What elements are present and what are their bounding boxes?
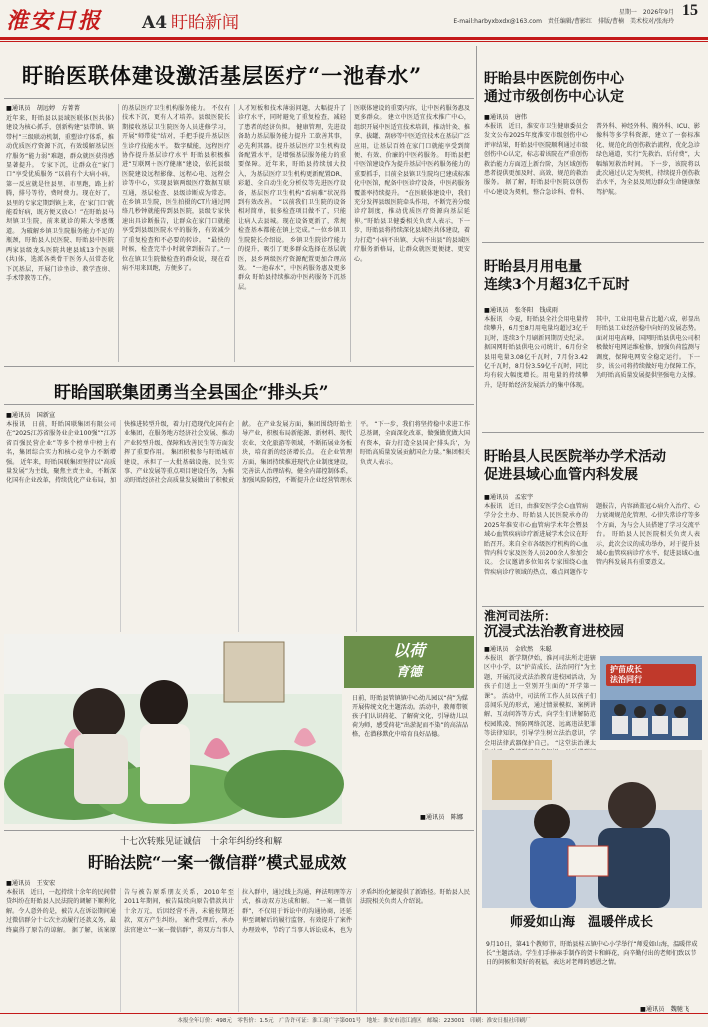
divider <box>482 242 704 243</box>
teacher-photo-art <box>482 750 702 908</box>
banner-text-line2: 法治同行 <box>610 675 642 684</box>
lotus-credit: ■通讯员 陈娜 <box>420 814 463 821</box>
column-rule <box>350 104 351 362</box>
side1-headline <box>484 70 624 106</box>
side4-headline-line1: 淮河司法所： <box>484 609 557 623</box>
side3-byline: ■通讯员 孟宏宇 <box>484 494 534 501</box>
side1-byline: ■通讯员 唐伟 <box>484 114 527 121</box>
bottom-story-kicker: 十七次转账见证诚信 十余年纠纷终和解 <box>120 837 283 847</box>
side2-body: 本报讯 今夏，盱眙县全社会用电量持续攀升，6月至8月用电量均超过3亿千瓦时，连续3个月刷新同期历史纪录。 据国网盱眙县供电公司统计，6月份全县用电量3.08亿千瓦时，7月份3.42亿千瓦时，8月份3.59亿千瓦时，同比均有较大幅度增长。用电量的持续攀升，是盱眙经济发展活力的集中体现。 其中，工业用电量占比超六成，彰显出盱眙县工业经济稳中向好的发展态势。 面对用电高峰，国网盱眙县供电公司积极做好电网运维检修，加强负荷监测与调度，保障电网安全稳定运行。 下一步，该公司将持续做好电力保障工作，为盱眙高质量发展提供坚强电力支撑。 <box>484 316 700 389</box>
section-label <box>142 8 239 33</box>
divider <box>482 432 704 433</box>
badge-line1: 以荷 <box>392 641 425 660</box>
badge-line2: 育德 <box>395 665 422 680</box>
side2-headline-line2: 连续3个月超3亿千瓦时 <box>484 277 630 293</box>
banner-text-line1: 护苗成长 <box>610 665 642 674</box>
side2-headline-line1: 盱眙县月用电量 <box>484 259 582 275</box>
teacher-photo <box>482 750 702 908</box>
teacher-credit: ■通讯员 魏驰飞 <box>640 1006 690 1013</box>
side4-body: 本报讯 新学期伊始，淮河司法所走进辖区中小学，以“护苗成长、法治同行”为主题，开展沉浸式法治教育进校园活动，为孩子们送上一堂别开生面的“开学第一课”。 活动中，司法所工作人员以孩子们喜闻乐见的形式，通过情景模拟、案例讲解、互动问答等方式，向学生们讲解防范校园欺凌、预防网络沉迷、远离违法犯罪等法律知识，引导学生树立法治意识，学会用法律武器保护自己。 “这堂法治课太 <box>484 655 596 747</box>
top-story-col-4: 医联体建设的重要内容，让中医药服务惠及更多群众。 建立中医适宜技术推广中心，组织开展中医适宜技术培训，推动针灸、推拿、拔罐、刮痧等中医适宜技术在基层广泛应用，让基层百姓在家门口就能享受到简便、有效、价廉的中医药服务。 盱眙县把中医馆建设作为提升基层中医药服务能力的重要抓手，目前全县镇卫生院均已建成标准化中医馆，配备中医诊疗设备，中医药服务覆盖率持续提升。 “在医联体建设中，我们充分发挥县级医院牵头作用，不断完善分级诊疗制度，推动优质医疗资源向基层延伸。”盱眙县卫健委相关负责人表示，下一步，盱眙县将持续深化县域医共体建设，着力打造“小病不出镇、大病不出县”的县域医疗服务新格局，让群众就医更便捷、更安心。 <box>354 105 471 263</box>
column-rule <box>476 746 477 1014</box>
top-story-col-3: 人才短板和技术薄弱问题，大幅提升了诊疗水平，同时避免了重复检查，减轻了患者的经济负担。 健康管理，先进设备助力基层服务能力提升 工欲善其事，必先利其器。提升基层医疗卫生机构设备配置水平，是增强基层服务能力的重要保障。近年来，盱眙县持续加大投入，为基层医疗卫生机构更新配置DR、彩超、全自动生化分析仪等先进医疗设备，基层医疗卫生机构“看病难”状况得到有效改善。 “以前我们卫生院的设备相对简单，很多检查项目做不了，只能让病人去县城。现在设备更新了，常规检查基本都能在镇上完成。”一位乡镇卫生院院长介绍说。 乡镇卫生院诊疗能力的提升，吸引了更多群众选择在基层就医，县乡两级医疗资源配置更加合理高效。 “一池春水”，中医药服务惠及更多群众 盱眙县持续推动中医药服务下沉基层。 <box>238 105 346 291</box>
banner-text <box>610 665 642 685</box>
top-story-col-1: 近年来，盱眙县以县域医联体(医共体)建设为核心抓手，创新构建“县带镇、镇带村”三级联动机制，重塑诊疗体系，推动优质医疗资源下沉，有效缓解基层医疗服务“能力弱”难题，群众就医获得感显著提升。 专家下沉，让群众在“家门口”享受优质服务 “以前有个大病小病，第一反应就是往县里、市里跑，路上折腾，排号等待，费时费力。现在好了，县里的专家定期到镇上来，在‘家门口’就能看好病，既方便又放心！”在盱眙县马坝镇卫生院，前来就诊的陈大爷感慨道。 为破解乡镇卫生院服务能力不足的瓶颈，盱眙县人民医院、盱眙县中医院两家县级龙头医院共建县域13个医联(共)体，选派各类骨干医务人员常态化下沉基层，开展门诊坐诊、教学查房、手术带教等工作。 <box>6 115 114 282</box>
mid-story-body: 本报讯 日前，盱眙国联集团有限公司在“2025江苏省服务业企业100强”“江苏省百强民营企业”等多个榜单中榜上有名，集团综合实力和核心竞争力不断增强。 近年来，盱眙国联集团坚持以“高质量发展”为主线，聚焦主责主业，不断深化国有企业改革，持续优化产业布局，加快推进转型升级，着力打造现代化国有企业集团，在服务地方经济社会发展、推动产业转型升级、保障和改善民生等方面发挥了重要作用。 集团积极参与盱眙城市建设，承担了一大批基础设施、民生实事、产业发展等重点项目建设任务，为推动盱眙经济社会高质量发展做出了积极贡献。 在产业发展方面，集团围绕盱眙主导产业，积极布局新能源、新材料、现代农业、文化旅游等领域，不断拓展业务板块，培育新的经济增长点。 在企业管理方面，集团持续推进现代企业制度建设，完善法人治理结构，健全内部控制体系，加强风险防控，不断提升企业经营管理水平。 “下一步，我们将坚持稳中求进工作总基调，全面深化改革，做强做优做大国有资本，奋力打造全县国企‘排头兵’，为盱眙高质量发展贡献国企力量。”集团相关负责人表示。 <box>6 421 470 485</box>
lotus-caption: 日前，盱眙县管镇镇中心幼儿园以“荷”为媒开展传统文化主题活动。活动中，教师带领孩子们认识荷花、了解荷文化，引导幼儿以荷为师，感受荷花“出淤泥而不染”的高洁品格，在潜移默化中培育良好品德。 <box>352 695 469 738</box>
lotus-badge <box>344 636 474 688</box>
divider <box>4 366 474 367</box>
column-rule <box>118 104 119 362</box>
side3-headline <box>484 448 666 484</box>
date-line: 星期一 2026年9月 <box>618 9 674 16</box>
mid-story-byline: ■通讯员 国新宣 <box>6 412 56 419</box>
side2-headline <box>484 258 629 294</box>
side4-headline-line2: 沉浸式法治教育进校园 <box>484 624 624 640</box>
bottom-story-body: 本报讯 近日，一起持续十余年的民间借贷纠纷在盱眙县人民法院的调解下顺利化解。令人意外的是，被告人在诉讼期间通过微信群分十七次主动履行还款义务，最终赢得了原告的谅解。 据了解，该案原告与被告原系朋友关系，2010年至2011年期间，被告陆续向原告借款共计十余万元，后因经营不善，未能按期还款，双方产生纠纷。 案件受理后，承办法官建立“一案一微信群”，将双方当事人拉入群中，通过线上沟通、释法明理等方式，推动双方达成和解。 “一案一微信群”，不仅用于诉讼中的沟通协商，还延伸至调解后的履行监督，有效提升了案件办理效率，节约了当事人诉讼成本，也为矛盾纠纷化解提供了新路径。盱眙县人民法院相关负责人介绍说。 <box>6 889 470 934</box>
mid-story-headline: 盱眙国联集团勇当全县国企“排头兵” <box>54 383 329 403</box>
teacher-caption-headline: 师爱如山海 温暖伴成长 <box>510 915 654 930</box>
divider <box>4 404 474 405</box>
column-rule <box>234 104 235 362</box>
masthead-rule <box>0 37 708 40</box>
lotus-photo <box>4 634 342 824</box>
divider <box>4 830 474 831</box>
top-story-headline: 盱眙医联体建设激活基层医疗“一池春水” <box>22 63 423 88</box>
side4-headline <box>484 608 624 640</box>
side1-headline-line2: 通过市级创伤中心认定 <box>484 89 624 105</box>
side2-byline: ■通讯员 张冬阳 钱成雨 <box>484 307 558 314</box>
masthead-info <box>453 8 674 26</box>
teacher-caption: 9月10日，第41个教师节，盱眙县桂五镇中心小学举行“师爱如山海，温暖伴成长”主题活动。学生们手捧亲手制作的贺卡和鲜花，向辛勤付出的老师们致以节日的问候和美好的祝福，表达对老师的感恩之情。 <box>486 941 698 966</box>
side1-headline-line1: 盱眙县中医院创伤中心 <box>484 71 624 87</box>
footer-rule <box>0 1013 708 1014</box>
divider <box>482 606 704 607</box>
section-code: A4 <box>142 13 168 33</box>
masthead-rule-thin <box>0 41 708 42</box>
footer-text: 本报全年订价：498元 零售价：1.5元 广告许可证：淮工商广字第001号 地址：淮安市清江浦区 邮编：223001 印刷：淮安日报社印刷厂 <box>177 1018 531 1024</box>
newspaper-logo: 淮安日报 <box>6 8 103 34</box>
top-story-col-2: 的基层医疗卫生机构服务能力。 不仅有技术下沉，更有人才培养。县级医院长期接收基层卫生院医务人员进修学习，开展“师带徒”结对，手把手提升基层医生诊疗技能水平。 数字赋能，远程医疗协作提升基层诊疗水平 盱眙县积极推进“互联网＋医疗健康”建设，依托县级医院建设远程影像、远程心电、远程会诊等中心，实现县镇两级医疗数据互联互通，基层检查、县级诊断成为常态。 在乡镇卫生院，医生拍摄的CT片通过网络几秒钟就能传到县医院，县级专家快速出具诊断报告，让群众在家门口就能享受到县级医院水平的服务，有效减少了重复检查和不必要的转诊。 “最快的时候，检查完半小时就拿到报告了。”一位在镇卫生院做检查的群众说，现在看病不用来回跑，方便多了。 <box>122 105 230 272</box>
side4-photo <box>600 656 702 740</box>
section-name: 盱眙新闻 <box>171 13 240 33</box>
bottom-story-byline: ■通讯员 王安宏 <box>6 880 56 887</box>
bottom-story-headline: 盱眙法院“一案一微信群”模式显成效 <box>88 853 347 872</box>
side3-headline-line1: 盱眙县人民医院举办学术活动 <box>484 449 666 465</box>
side3-headline-line2: 促进县域心血管内科发展 <box>484 467 638 483</box>
side3-body: 本报讯 近日，由淮安医学会心血管病学分会主办、盱眙县人民医院承办的2025年淮安市心血管病学术年会暨县域心血管疾病诊疗新进展学术会议在盱眙召开。来自全市各级医疗机构的心血管内科专家及医务人员200余人参加会议。 会议邀请多位知名专家围绕心血管疾病诊疗领域的热点、难点问题作专题报告，内容涵盖冠心病介入治疗、心力衰竭规范化管理、心律失常诊疗等多个方面，为与会人员搭建了学习交流平台。 盱眙县人民医院相关负责人表示，此次会议的成功举办，对于提升县域心血管疾病诊疗水平、促进县域心血管内科发展具有重要意义。 <box>484 503 700 576</box>
side-column-rule <box>476 46 477 746</box>
page-number: 15 <box>682 2 698 19</box>
side4-byline: ■通讯员 金欣然 朱聪 <box>484 646 552 653</box>
side1-body: 本报讯 近日，淮安市卫生健康委员会发文公布2025年度淮安市级创伤中心评审结果，盱眙县中医院顺利通过市级创伤中心认定，标志着该院在严重创伤救治能力方面迈上新台阶，为区域创伤患者提供更加及时、高效、规范的救治服务。 据了解，盱眙县中医院以创伤中心建设为契机，整合急诊科、骨科、普外科、神经外科、胸外科、ICU、影像科等多学科资源，建立了一套标准化、规范化的创伤救治流程，优化急诊绿色通道，实行“先救治、后付费”，大幅缩短救治时间。 下一步，该院将以此次通过认定为契机，持续提升创伤救治水平，为全县及周边群众生命健康保驾护航。 <box>484 123 700 196</box>
lotus-photo-art <box>4 634 342 824</box>
top-story-byline: ■通讯员 胡远婷 方菁菁 <box>6 105 80 112</box>
email-line: E-mail:harbyxbxdx@163.com 责任编辑/曹影红 排版/曹楠 美术校对/张海玲 <box>453 18 674 25</box>
divider <box>4 98 474 99</box>
